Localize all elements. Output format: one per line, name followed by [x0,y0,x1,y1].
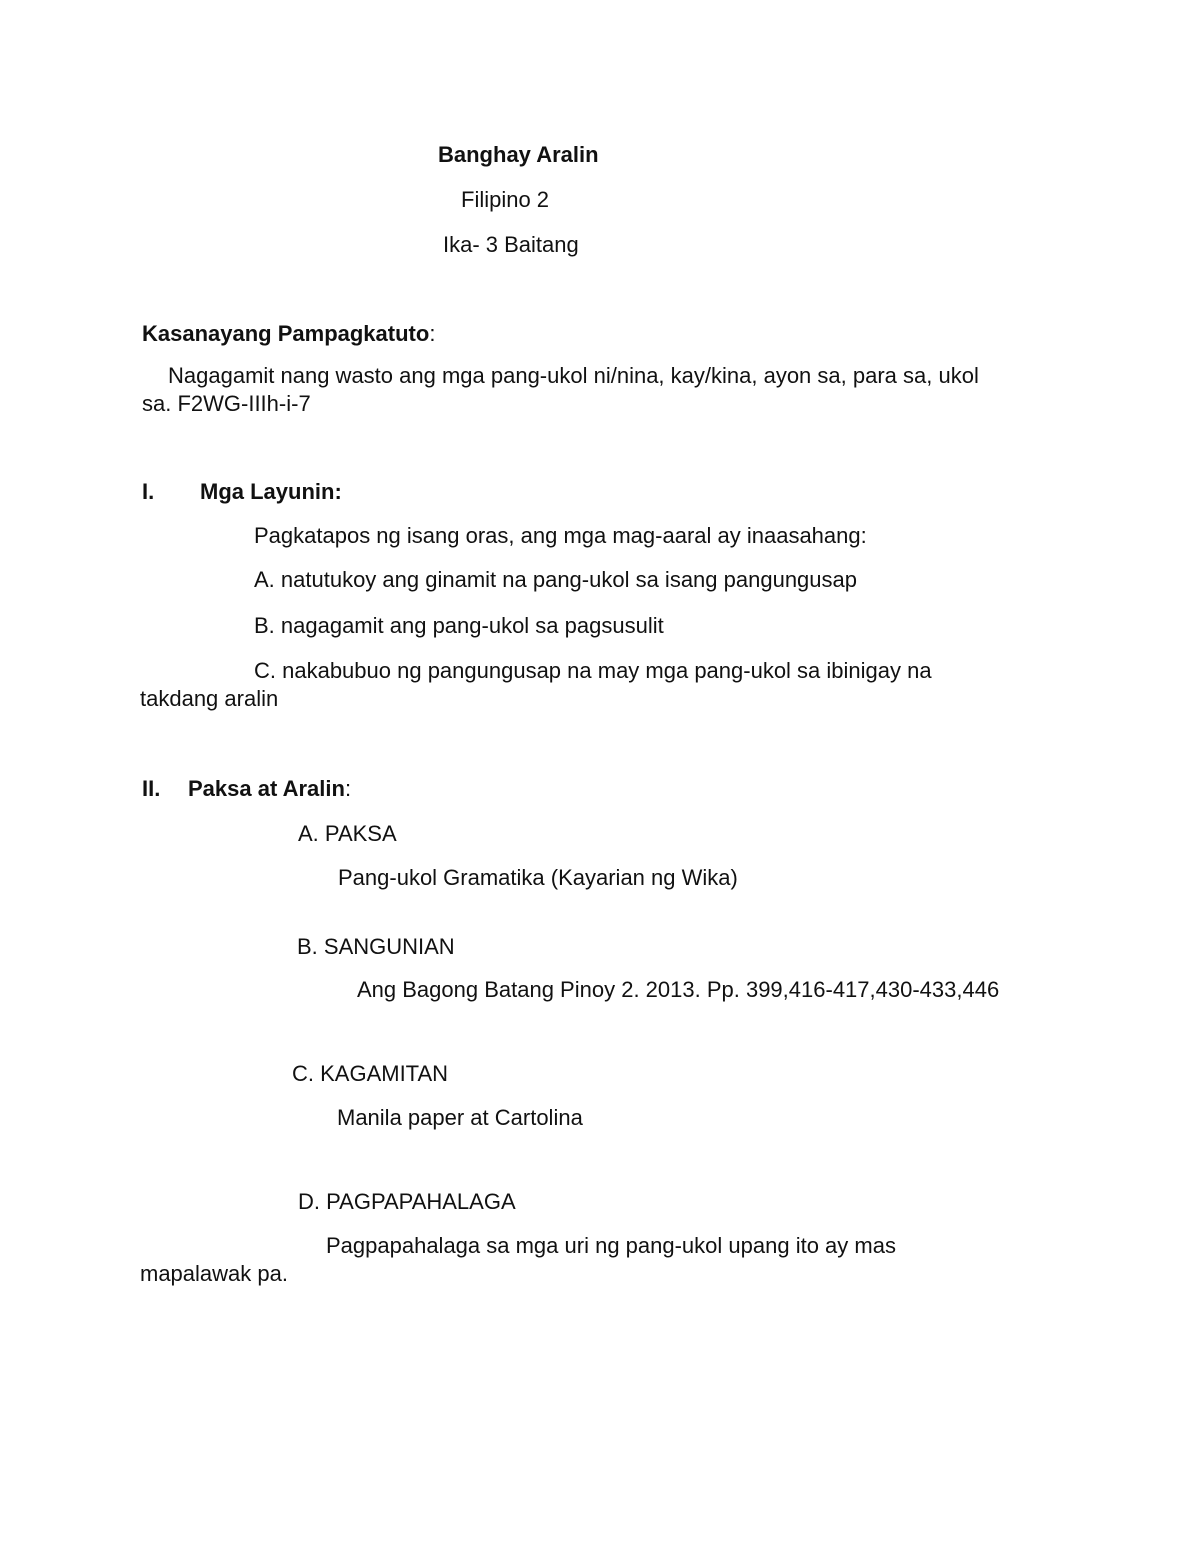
document-title: Banghay Aralin [438,142,599,167]
section1-heading: Mga Layunin: [200,479,342,504]
paksa-label: A. PAKSA [298,821,397,846]
sangunian-label: B. SANGUNIAN [297,934,455,959]
grade-line: Ika- 3 Baitang [443,232,579,257]
section2-heading-text: Paksa at Aralin [188,776,345,801]
section2-heading [188,775,351,803]
paksa-value: Pang-ukol Gramatika (Kayarian ng Wika) [338,865,738,890]
competency-text-line2: sa. F2WG-IIIh-i-7 [142,391,311,416]
pagpapahalaga-value-line1: Pagpapahalaga sa mga uri ng pang-ukol upang ito ay mas [326,1233,896,1258]
section2-heading-colon: : [344,776,352,801]
pagpapahalaga-value-line2: mapalawak pa. [140,1261,288,1286]
pagpapahalaga-label: D. PAGPAPAHALAGA [298,1189,516,1214]
section1-numeral: I. [142,479,155,504]
objective-item-b: B. nagagamit ang pang-ukol sa pagsusulit [254,613,664,638]
subject-line: Filipino 2 [461,187,550,212]
kagamitan-value: Manila paper at Cartolina [337,1105,583,1130]
kagamitan-label: C. KAGAMITAN [292,1061,449,1086]
section2-numeral: II. [142,776,161,801]
competency-heading [142,320,435,348]
competency-text-line1: Nagagamit nang wasto ang mga pang-ukol ni/nina, kay/kina, ayon sa, para sa, ukol [168,363,979,388]
objective-item-c: C. nakabubuo ng pangungusap na may mga pang-ukol sa ibinigay na [254,658,932,683]
objective-item-c-line2: takdang aralin [140,686,279,711]
competency-heading-text: Kasanayang Pampagkatuto [142,321,430,346]
competency-heading-colon: : [429,321,436,346]
sangunian-value: Ang Bagong Batang Pinoy 2. 2013. Pp. 399,416-417,430-433,446 [357,977,1000,1002]
objective-item-a: A. natutukoy ang ginamit na pang-ukol sa isang pangungusap [254,567,857,592]
objectives-intro: Pagkatapos ng isang oras, ang mga mag-aaral ay inaasahang: [254,523,867,548]
